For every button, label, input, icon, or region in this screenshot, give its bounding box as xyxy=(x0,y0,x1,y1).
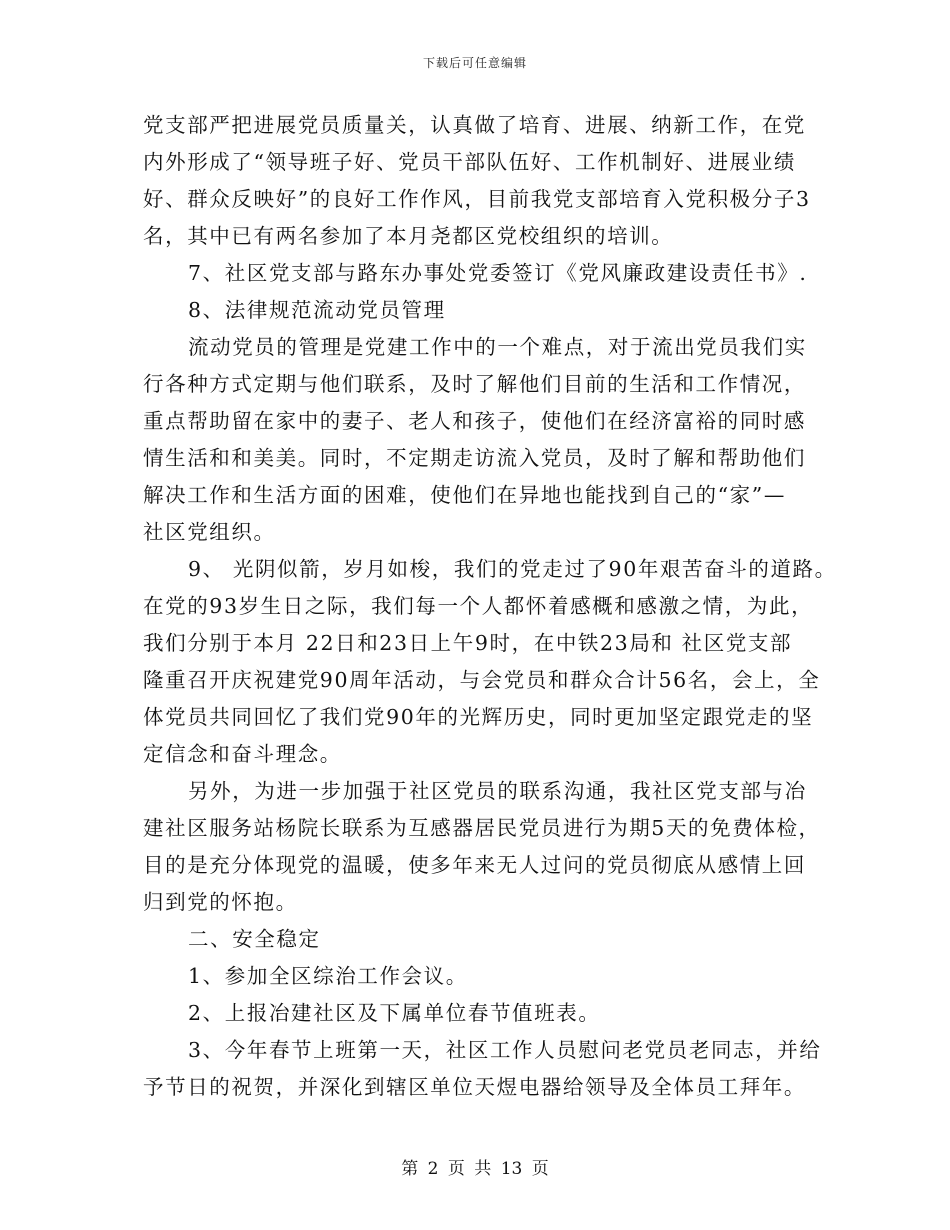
section-heading: 8、法律规范流动党员管理 xyxy=(188,298,446,322)
paragraph-line: 在党的93岁生日之际，我们每一个人都怀着感概和感激之情，为此， xyxy=(143,594,814,618)
paragraph-line: 我们分别于本月 22日和23日上午9时，在中铁23局和 社区党支部 xyxy=(143,631,793,655)
paragraph-line: 流动党员的管理是党建工作中的一个难点，对于流出党员我们实 xyxy=(188,335,807,359)
page-number-footer: 第 2 页 共 13 页 xyxy=(401,1159,549,1179)
paragraph-line: 建社区服务站杨院长联系为互感器居民党员进行为期5天的免费体检， xyxy=(143,816,821,840)
paragraph-line: 行各种方式定期与他们联系，及时了解他们目前的生活和工作情况， xyxy=(143,372,806,396)
paragraph-line: 7、社区党支部与路东办事处党委签订《党风廉政建设责任书》. xyxy=(188,261,808,285)
paragraph-line: 定信念和奋斗理念。 xyxy=(143,742,342,766)
paragraph-line: 解决工作和生活方面的困难，使他们在异地也能找到自己的“家”— xyxy=(143,483,786,507)
paragraph-line: 内外形成了“领导班子好、党员干部队伍好、工作机制好、进展业绩 xyxy=(143,150,796,174)
paragraph-line: 9、 光阴似箭，岁月如梭，我们的党走过了90年艰苦奋斗的道路。 xyxy=(188,557,837,581)
paragraph-line: 好、群众反映好”的良好工作作风，目前我党支部培育入党积极分子3 xyxy=(143,187,811,211)
paragraph-line: 情生活和和美美。同时，不定期走访流入党员，及时了解和帮助他们 xyxy=(143,446,806,470)
list-item: 1、参加全区综治工作会议。 xyxy=(188,964,468,988)
paragraph-line: 另外，为进一步加强于社区党员的联系沟通，我社区党支部与冶 xyxy=(188,779,807,803)
list-item: 3、今年春节上班第一天，社区工作人员慰问老党员老同志，并给 xyxy=(188,1038,822,1062)
paragraph-line: 体党员共同回忆了我们党90年的光辉历史，同时更加坚定跟党走的坚 xyxy=(143,705,814,729)
paragraph-line: 予节日的祝贺，并深化到辖区单位天煜电器给领导及全体员工拜年。 xyxy=(143,1075,806,1099)
paragraph-line: 重点帮助留在家中的妻子、老人和孩子，使他们在经济富裕的同时感 xyxy=(143,409,806,433)
list-item: 2、上报冶建社区及下属单位春节值班表。 xyxy=(188,1001,601,1025)
section-heading: 二、安全稳定 xyxy=(188,927,321,951)
paragraph-line: 党支部严把进展党员质量关，认真做了培育、进展、纳新工作，在党 xyxy=(143,113,806,137)
paragraph-line: 隆重召开庆祝建党90周年活动，与会党员和群众合计56名，会上，全 xyxy=(143,668,821,692)
page-header: 下载后可任意编辑 xyxy=(422,56,527,70)
paragraph-line: 社区党组织。 xyxy=(143,520,276,544)
paragraph-line: 名，其中已有两名参加了本月尧都区党校组织的培训。 xyxy=(143,224,674,248)
paragraph-line: 目的是充分体现党的温暖，使多年来无人过问的党员彻底从感情上回 xyxy=(143,853,806,877)
paragraph-line: 归到党的怀抱。 xyxy=(143,890,298,914)
